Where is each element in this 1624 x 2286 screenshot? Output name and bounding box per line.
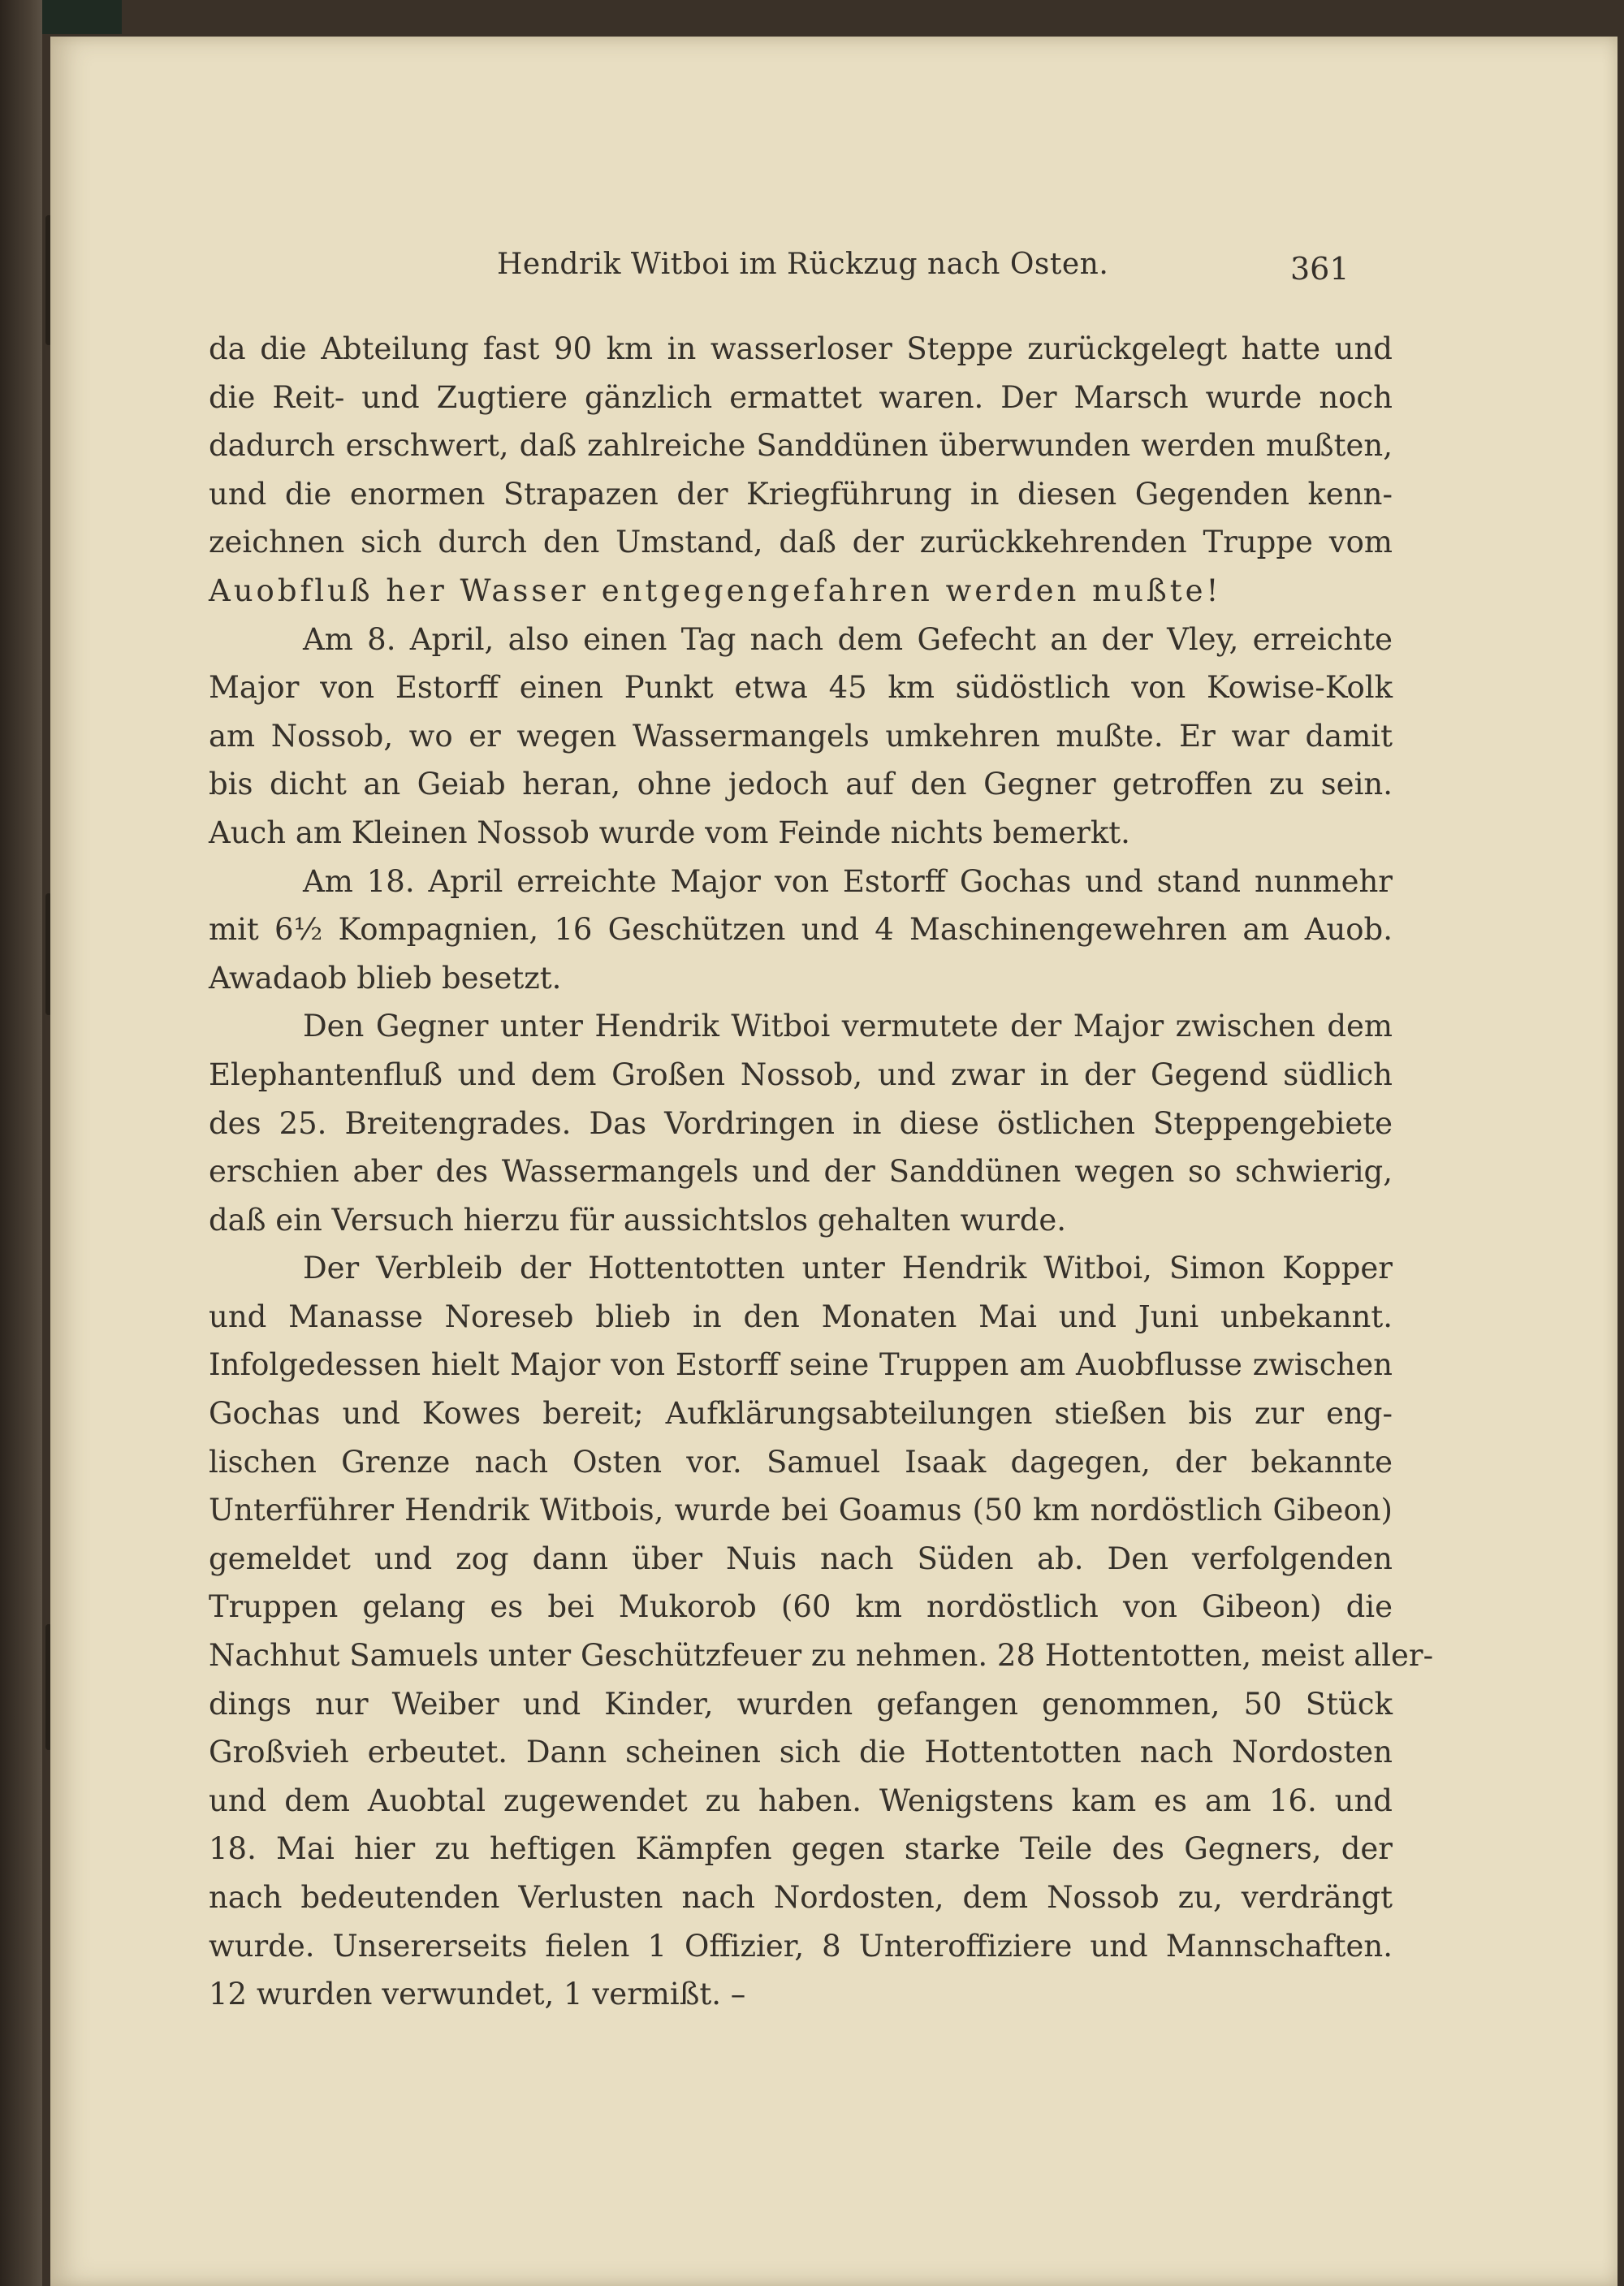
- text-line: da die Abteilung fast 90 km in wasserloser Steppe zurückgelegt hatte und: [209, 331, 1393, 366]
- text-line: und die enormen Strapazen der Kriegführung in diesen Gegenden kenn-: [209, 476, 1393, 512]
- text-line: Infolgedessen hielt Major von Estorff seine Truppen am Auobflusse zwischen: [209, 1347, 1393, 1383]
- text-line: Gochas und Kowes bereit; Aufklärungsabteilungen stießen bis zur eng-: [209, 1396, 1393, 1432]
- text-line: Am 18. April erreichte Major von Estorff Gochas und stand nunmehr: [303, 863, 1393, 899]
- running-head: Hendrik Witboi im Rückzug nach Osten.: [497, 248, 1109, 281]
- text-line: und dem Auobtal zugewendet zu haben. Wenigstens kam es am 16. und: [209, 1783, 1393, 1818]
- text-line: Elephantenfluß und dem Großen Nossob, und zwar in der Gegend südlich: [209, 1057, 1393, 1092]
- book-binding-edge: [0, 0, 42, 2286]
- book-page: [50, 37, 1618, 2286]
- text-line: daß ein Versuch hierzu für aussichtslos gehalten wurde.: [209, 1202, 1067, 1238]
- text-line: Truppen gelang es bei Mukorob (60 km nordöstlich von Gibeon) die: [209, 1589, 1393, 1625]
- text-line: Den Gegner unter Hendrik Witboi vermutete der Major zwischen dem: [303, 1009, 1393, 1044]
- text-line: 18. Mai hier zu heftigen Kämpfen gegen starke Teile des Gegners, der: [209, 1831, 1393, 1867]
- paragraph: [209, 616, 1393, 858]
- text-line: dings nur Weiber und Kinder, wurden gefangen genommen, 50 Stück: [209, 1686, 1393, 1722]
- text-line: Unterführer Hendrik Witbois, wurde bei Goamus (50 km nordöstlich Gibeon): [209, 1493, 1393, 1528]
- text-line: die Reit- und Zugtiere gänzlich ermattet waren. Der Marsch wurde noch: [209, 379, 1393, 415]
- text-line: Auobfluß her Wasser entgegengefahren werden mußte!: [209, 573, 1222, 608]
- page-number: 361: [1290, 251, 1350, 287]
- text-line: mit 6½ Kompagnien, 16 Geschützen und 4 Maschinengewehren am Auob.: [209, 912, 1393, 948]
- text-line: und Manasse Noreseb blieb in den Monaten Mai und Juni unbekannt.: [209, 1299, 1393, 1334]
- text-line: wurde. Unsererseits fielen 1 Offizier, 8 Unteroffiziere und Mannschaften.: [209, 1928, 1393, 1964]
- paragraph: [209, 858, 1393, 1003]
- text-line: Großvieh erbeutet. Dann scheinen sich die Hottentotten nach Nordosten: [209, 1735, 1393, 1770]
- text-line: lischen Grenze nach Osten vor. Samuel Isaak dagegen, der bekannte: [209, 1444, 1393, 1480]
- paragraph: [209, 325, 1393, 616]
- text-line: erschien aber des Wassermangels und der Sanddünen wegen so schwierig,: [209, 1154, 1393, 1190]
- text-line: zeichnen sich durch den Umstand, daß der zurückkehrenden Truppe vom: [209, 525, 1393, 560]
- text-line: Auch am Kleinen Nossob wurde vom Feinde nichts bemerkt.: [209, 815, 1130, 850]
- page-header: [50, 248, 1618, 296]
- page-body-text: [209, 325, 1434, 2019]
- text-line: bis dicht an Geiab heran, ohne jedoch auf den Gegner getroffen zu sein.: [209, 767, 1393, 802]
- paragraph: [209, 1244, 1434, 2019]
- text-line: Am 8. April, also einen Tag nach dem Gefecht an der Vley, erreichte: [303, 621, 1393, 657]
- text-line: Major von Estorff einen Punkt etwa 45 km südöstlich von Kowise-Kolk: [209, 670, 1393, 706]
- text-line: dadurch erschwert, daß zahlreiche Sanddünen überwunden werden mußten,: [209, 428, 1393, 464]
- paragraph: [209, 1002, 1393, 1244]
- text-line: gemeldet und zog dann über Nuis nach Süden ab. Den verfolgenden: [209, 1541, 1393, 1576]
- text-line: Awadaob blieb besetzt.: [209, 960, 562, 996]
- text-line: 12 wurden verwundet, 1 vermißt. –: [209, 1977, 746, 2012]
- text-line: des 25. Breitengrades. Das Vordringen in diese östlichen Steppengebiete: [209, 1105, 1393, 1141]
- text-line: am Nossob, wo er wegen Wassermangels umkehren mußte. Er war damit: [209, 718, 1393, 754]
- text-line: Nachhut Samuels unter Geschützfeuer zu nehmen. 28 Hottentotten, meist aller-: [209, 1638, 1434, 1674]
- text-line: Der Verbleib der Hottentotten unter Hendrik Witboi, Simon Kopper: [303, 1251, 1393, 1286]
- text-line: nach bedeutenden Verlusten nach Nordosten, dem Nossob zu, verdrängt: [209, 1880, 1393, 1915]
